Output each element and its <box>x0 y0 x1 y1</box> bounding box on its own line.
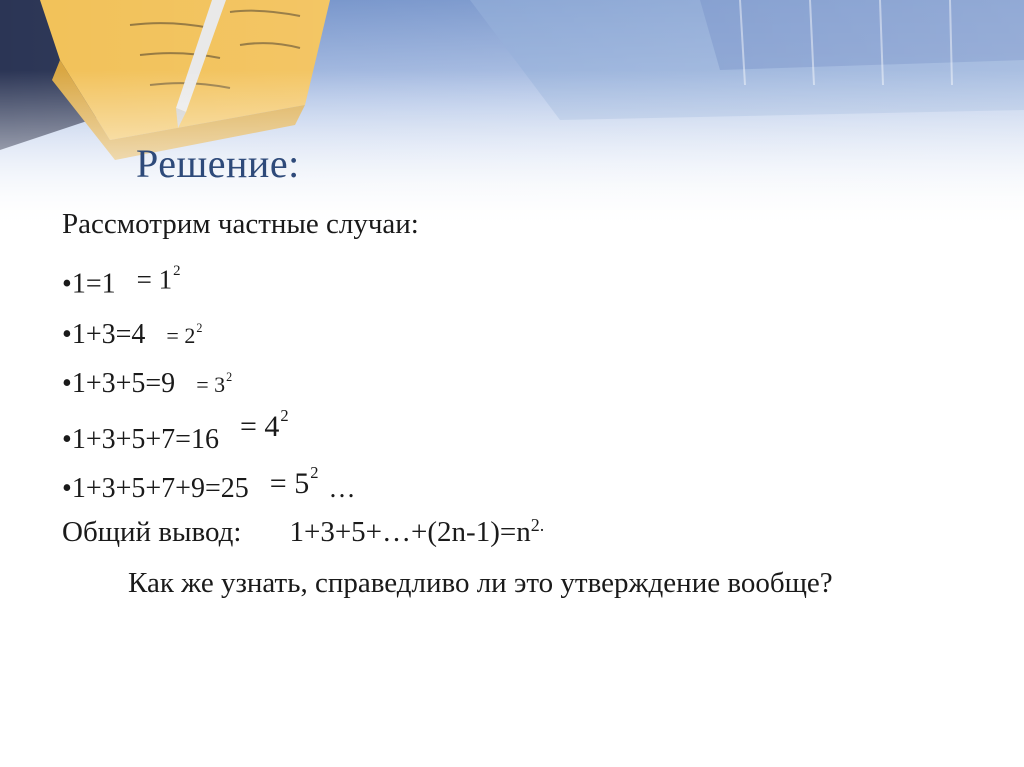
square-expression: = $5^2$ <box>269 463 319 500</box>
square-expression: = $1^2$ <box>136 263 181 295</box>
slide-title: Решение: <box>136 141 300 186</box>
conclusion-formula: $1+3+5+\dots+(2n-1)=n^{2.}$ <box>289 515 545 548</box>
case-line-2 <box>62 311 202 353</box>
square-expression: = $4^2$ <box>239 406 289 443</box>
intro-text: Рассмотрим частные случаи: <box>62 208 419 240</box>
case-sum: 1+3+5=9 <box>71 367 176 399</box>
case-sum: 1=1 <box>71 268 116 300</box>
case-line-4 <box>62 406 289 457</box>
question-text: Как же узнать, справедливо ли это утверждение вообще? <box>128 567 833 599</box>
case-line-3 <box>62 360 232 402</box>
ellipsis: … <box>328 472 356 503</box>
bullet: • <box>62 268 72 300</box>
conclusion-label: Общий вывод: <box>62 515 242 548</box>
case-sum: 1+3=4 <box>71 318 146 350</box>
square-expression: = $2^2$ <box>166 321 203 348</box>
bullet: • <box>62 318 72 350</box>
general-conclusion <box>62 508 544 549</box>
bullet: • <box>62 472 72 504</box>
header-decoration-photo <box>0 0 1024 230</box>
bullet: • <box>62 367 72 399</box>
case-line-5 <box>62 460 355 506</box>
case-line-1 <box>62 258 181 301</box>
case-sum: 1+3+5+7+9=25 <box>71 472 249 504</box>
square-expression: = $3^2$ <box>196 370 233 397</box>
case-sum: 1+3+5+7=16 <box>71 423 219 455</box>
bullet: • <box>62 423 72 455</box>
